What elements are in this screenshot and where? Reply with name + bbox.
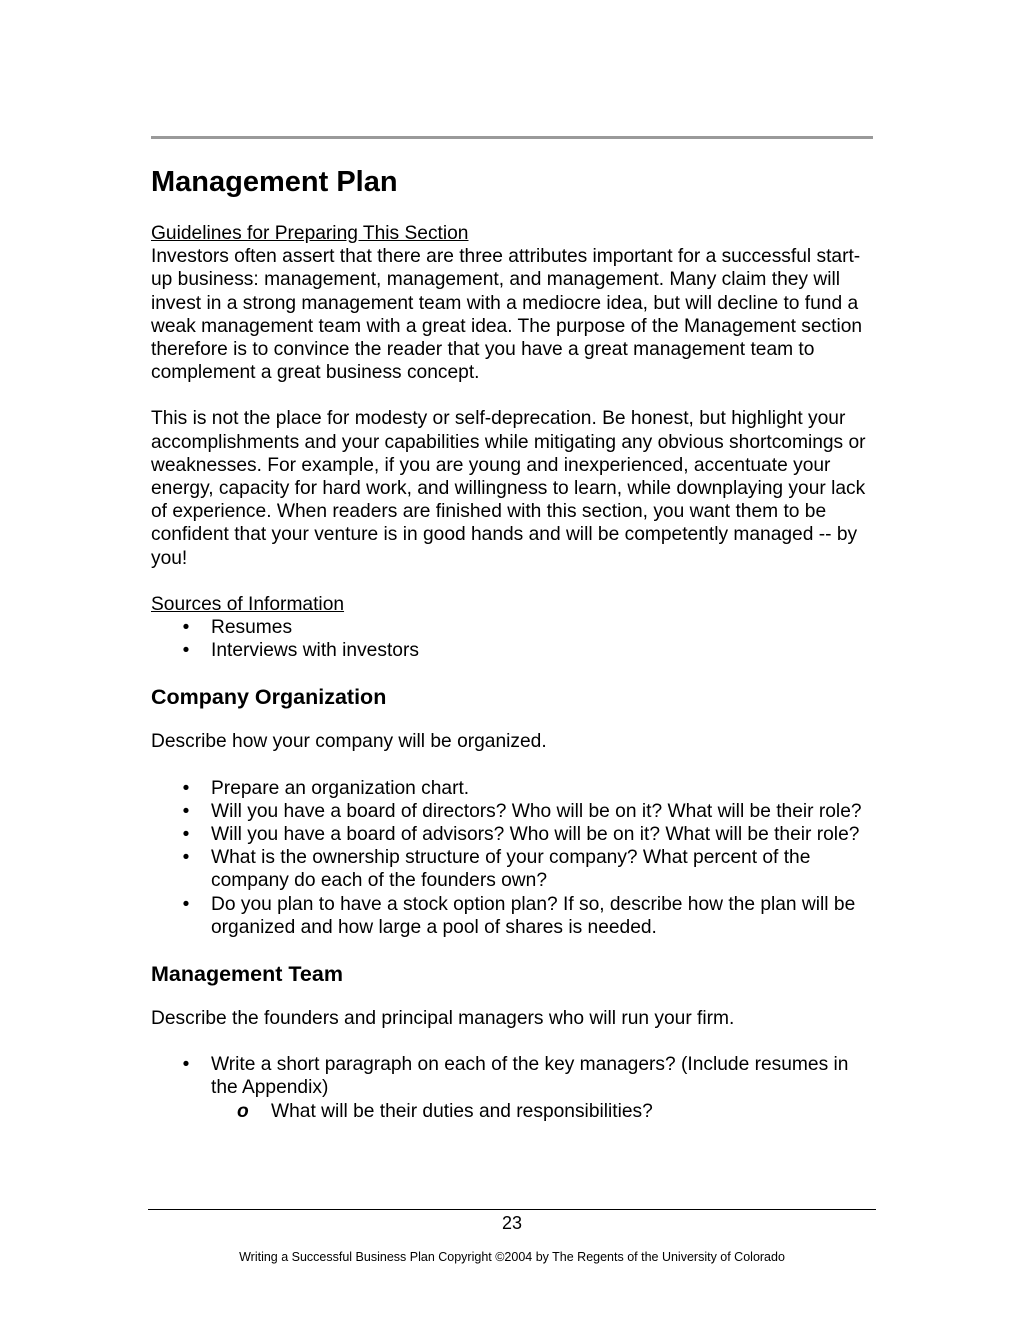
page-content	[151, 164, 871, 1123]
bullet-icon: •	[182, 800, 190, 822]
guidelines-paragraph-1: Investors often assert that there are three attributes important for a successful start-up business: management, management, and management. Many claim they will invest in a strong management team with a mediocre idea, but will decline to fund a weak management team with a great idea. The purpose of the Management section therefore is to convince the reader that you have a great management team to complement a great business concept.	[151, 246, 863, 384]
management-team-description: Describe the founders and principal managers who will run your firm.	[151, 1008, 735, 1030]
list-item: • What is the ownership structure of your company? What percent of the company do each of the founders own?	[151, 846, 871, 892]
bullet-icon: •	[182, 1054, 190, 1076]
sources-list	[151, 616, 871, 662]
list-item: o What will be their duties and responsibilities?	[237, 1100, 653, 1122]
list-item: • Interviews with investors	[151, 639, 871, 662]
company-organization-description: Describe how your company will be organized.	[151, 731, 547, 753]
sub-bullet-icon: o	[237, 1100, 249, 1122]
list-item: • Write a short paragraph on each of the key managers? (Include resumes in the Appendix)	[151, 1053, 871, 1099]
bullet-icon: •	[182, 617, 190, 639]
bullet-icon: •	[182, 893, 190, 915]
guidelines-heading: Guidelines for Preparing This Section	[151, 223, 469, 244]
footer-copyright: Writing a Successful Business Plan Copyright ©2004 by The Regents of the University of Colorado	[239, 1250, 785, 1264]
footer-divider	[148, 1209, 876, 1210]
list-item: • Do you plan to have a stock option plan? If so, describe how the plan will be organized and how large a pool of shares is needed.	[151, 893, 871, 939]
sources-heading: Sources of Information	[151, 593, 345, 615]
company-organization-heading: Company Organization	[151, 685, 387, 710]
company-organization-list	[151, 777, 871, 939]
guidelines-section	[151, 222, 871, 570]
bullet-icon: •	[182, 640, 190, 662]
management-team-heading: Management Team	[151, 962, 343, 987]
bullet-icon: •	[182, 777, 190, 799]
top-divider	[151, 136, 873, 139]
list-item: • Will you have a board of advisors? Who will be on it? What will be their role?	[151, 823, 871, 846]
management-team-sublist	[151, 1100, 871, 1123]
list-item: • Resumes	[151, 616, 871, 639]
bullet-icon: •	[182, 847, 190, 869]
management-team-list	[151, 1053, 871, 1099]
sources-section	[151, 593, 871, 663]
page-title: Management Plan	[151, 166, 398, 198]
list-item: • Prepare an organization chart.	[151, 777, 871, 800]
page-number: 23	[501, 1213, 523, 1233]
list-item: • Will you have a board of directors? Who will be on it? What will be their role?	[151, 800, 871, 823]
guidelines-paragraph-2: This is not the place for modesty or self-deprecation. Be honest, but highlight your accomplishments and your capabilities while mitigating any obvious shortcomings or weaknesses. For example, if you are young and inexperienced, accentuate your energy, capacity for hard work, and willingness to learn, while downplaying your lack of experience. When readers are finished with this section, you want them to be confident that your venture is in good hands and will be competently managed -- by you!	[151, 408, 866, 569]
bullet-icon: •	[182, 824, 190, 846]
